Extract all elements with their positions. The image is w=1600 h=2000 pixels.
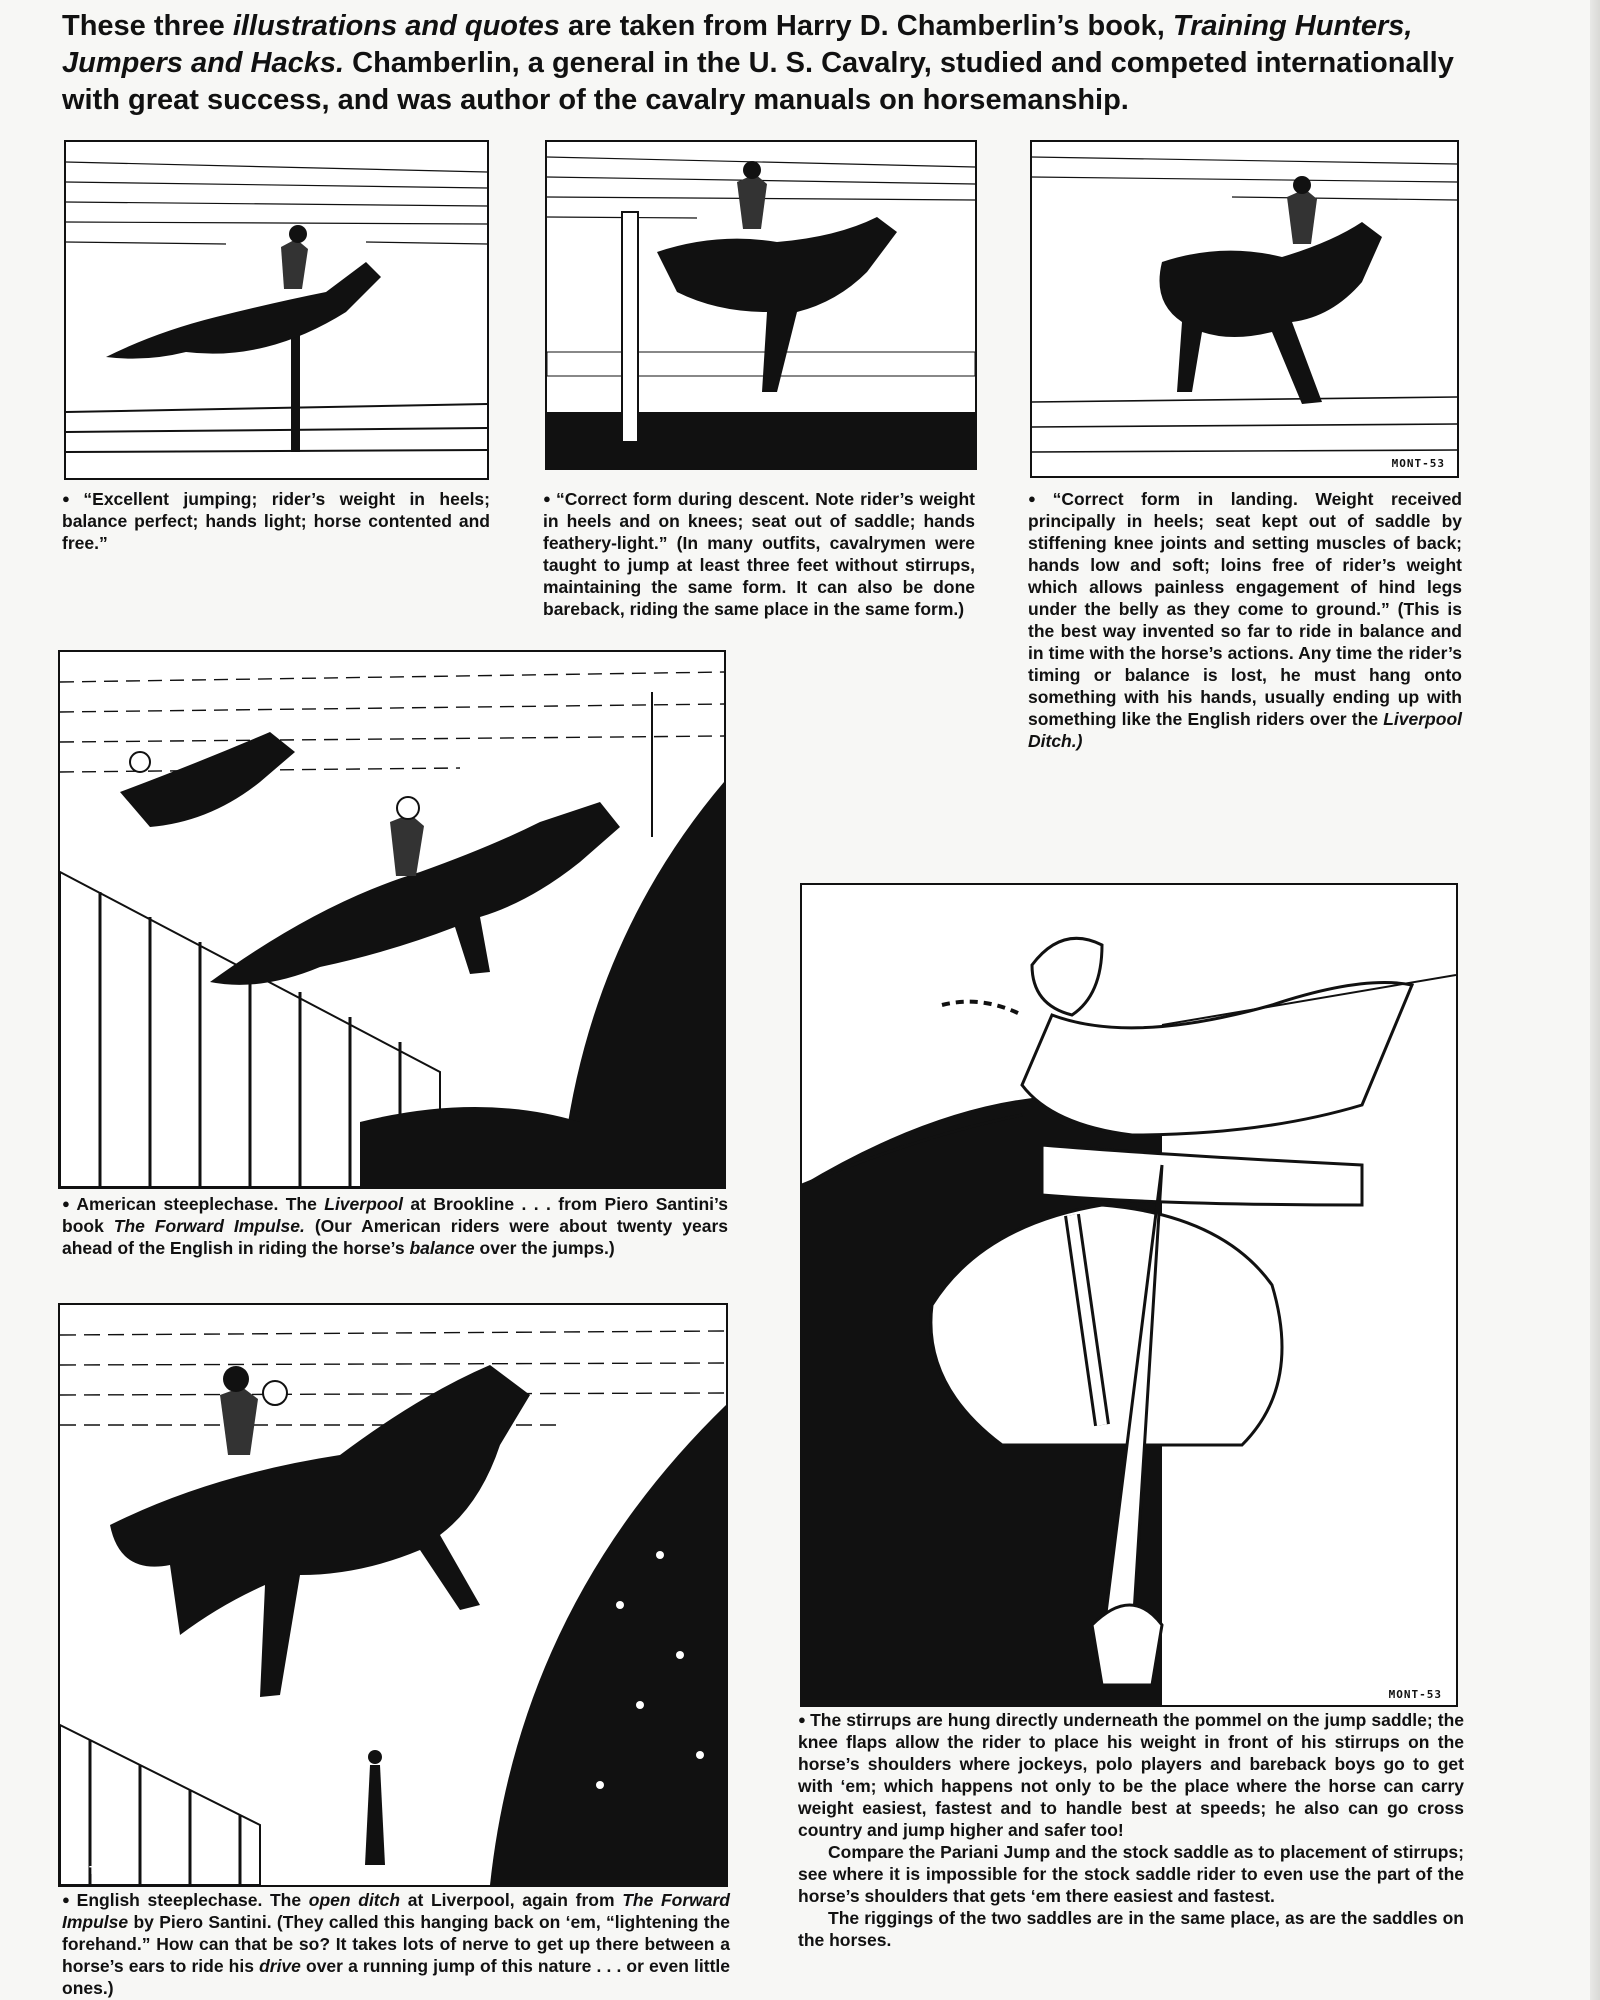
- artist-signature: MONT: [66, 1166, 97, 1179]
- bullet-icon: ●: [62, 1196, 73, 1211]
- artist-signature: MONT-53: [1391, 457, 1445, 470]
- bullet-icon: ●: [62, 491, 80, 506]
- caption-american-steeplechase: ● American steeplechase. The Liverpool at Brookline . . . from Piero Santini’s book The Forward Impulse. (Our American riders were about twenty years ahead of the English in riding the horse’s balance over the jumps.): [62, 1194, 728, 1258]
- illustration-correct-descent: [545, 140, 977, 470]
- bullet-icon: ●: [543, 491, 552, 506]
- intro-paragraph: These three illustrations and quotes are taken from Harry D. Chamberlin’s book, Training Hunters, Jumpers and Hacks. Chamberlin, a general in the U. S. Cavalry, studied and competed internationally with great success, and was author of the cavalry manuals on horsemanship.: [62, 10, 1454, 116]
- caption-correct-descent: ● “Correct form during descent. Note rider’s weight in heels and on knees; seat out of saddle; hands feathery-light.” (In many outfits, cavalrymen were taught to jump at least three feet without stirrups, maintaining the same form. It can also be done bareback, riding the same place in the same form.): [543, 489, 975, 619]
- caption-excellent-jumping: ● “Excellent jumping; rider’s weight in heels; balance perfect; hands light; horse contented and free.”: [62, 489, 490, 553]
- artist-signature: MONT: [66, 1864, 97, 1877]
- illustration-saddle-comparison: [800, 883, 1458, 1707]
- caption-stirrups: ● The stirrups are hung directly underneath the pommel on the jump saddle; the knee flaps allow the rider to place his weight in front of his stirrups on the horse’s shoulders where jockeys, polo players and bareback boys go to get with ‘em; which happens not only to be the place where the horse can carry weight easiest, fastest and to handle best at speeds; he also can go cross country and jump higher and safer too! Compare the Pariani Jump and the stock saddle as to placement of stirrups; see where it is impossible for the stock saddle rider to even use the part of the horse’s shoulders that gets ‘em there easiest and fastest. The riggings of the two saddles are in the same place, as are the saddles on the horses.: [798, 1710, 1464, 1950]
- caption-english-steeplechase: ● English steeplechase. The open ditch at Liverpool, again from The Forward Impulse by Piero Santini. (They called this hanging back on ‘em, “lightening the forehand.” How can that be so? It takes lots of nerve to get up there between a horse’s ears to ride his drive over a running jump of this nature . . . or even little ones.): [62, 1890, 731, 1998]
- page-edge: [1590, 0, 1600, 2000]
- bullet-icon: ●: [798, 1712, 807, 1727]
- caption-stirrups-paragraph-2: Compare the Pariani Jump and the stock saddle as to placement of stirrups; see where it is impossible for the stock saddle rider to even use the part of the horse’s shoulders that gets ‘em there easiest and fastest.: [798, 1842, 1464, 1906]
- artist-signature: MONT-53: [1388, 1688, 1442, 1701]
- illustration-excellent-jumping: [64, 140, 489, 480]
- illustration-english-steeplechase: [58, 1303, 728, 1887]
- caption-correct-landing: ● “Correct form in landing. Weight received principally in heels; seat kept out of saddle by stiffening knee joints and setting muscles of back; hands low and soft; loins free of rider’s weight which allows painless engagement of hind legs under the belly as they come to ground.” (This is the best way invented so far to ride in balance and in time with the horse’s actions. Any time the rider’s timing or balance is lost, he must hang onto something with his hands, usually ending up with something like the English riders over the Liverpool Ditch.): [1028, 489, 1462, 751]
- caption-stirrups-paragraph-3: The riggings of the two saddles are in the same place, as are the saddles on the horses.: [798, 1908, 1464, 1950]
- illustration-correct-landing: [1030, 140, 1459, 478]
- bullet-icon: ●: [62, 1892, 73, 1907]
- bullet-icon: ●: [1028, 491, 1049, 506]
- illustration-american-steeplechase: [58, 650, 726, 1189]
